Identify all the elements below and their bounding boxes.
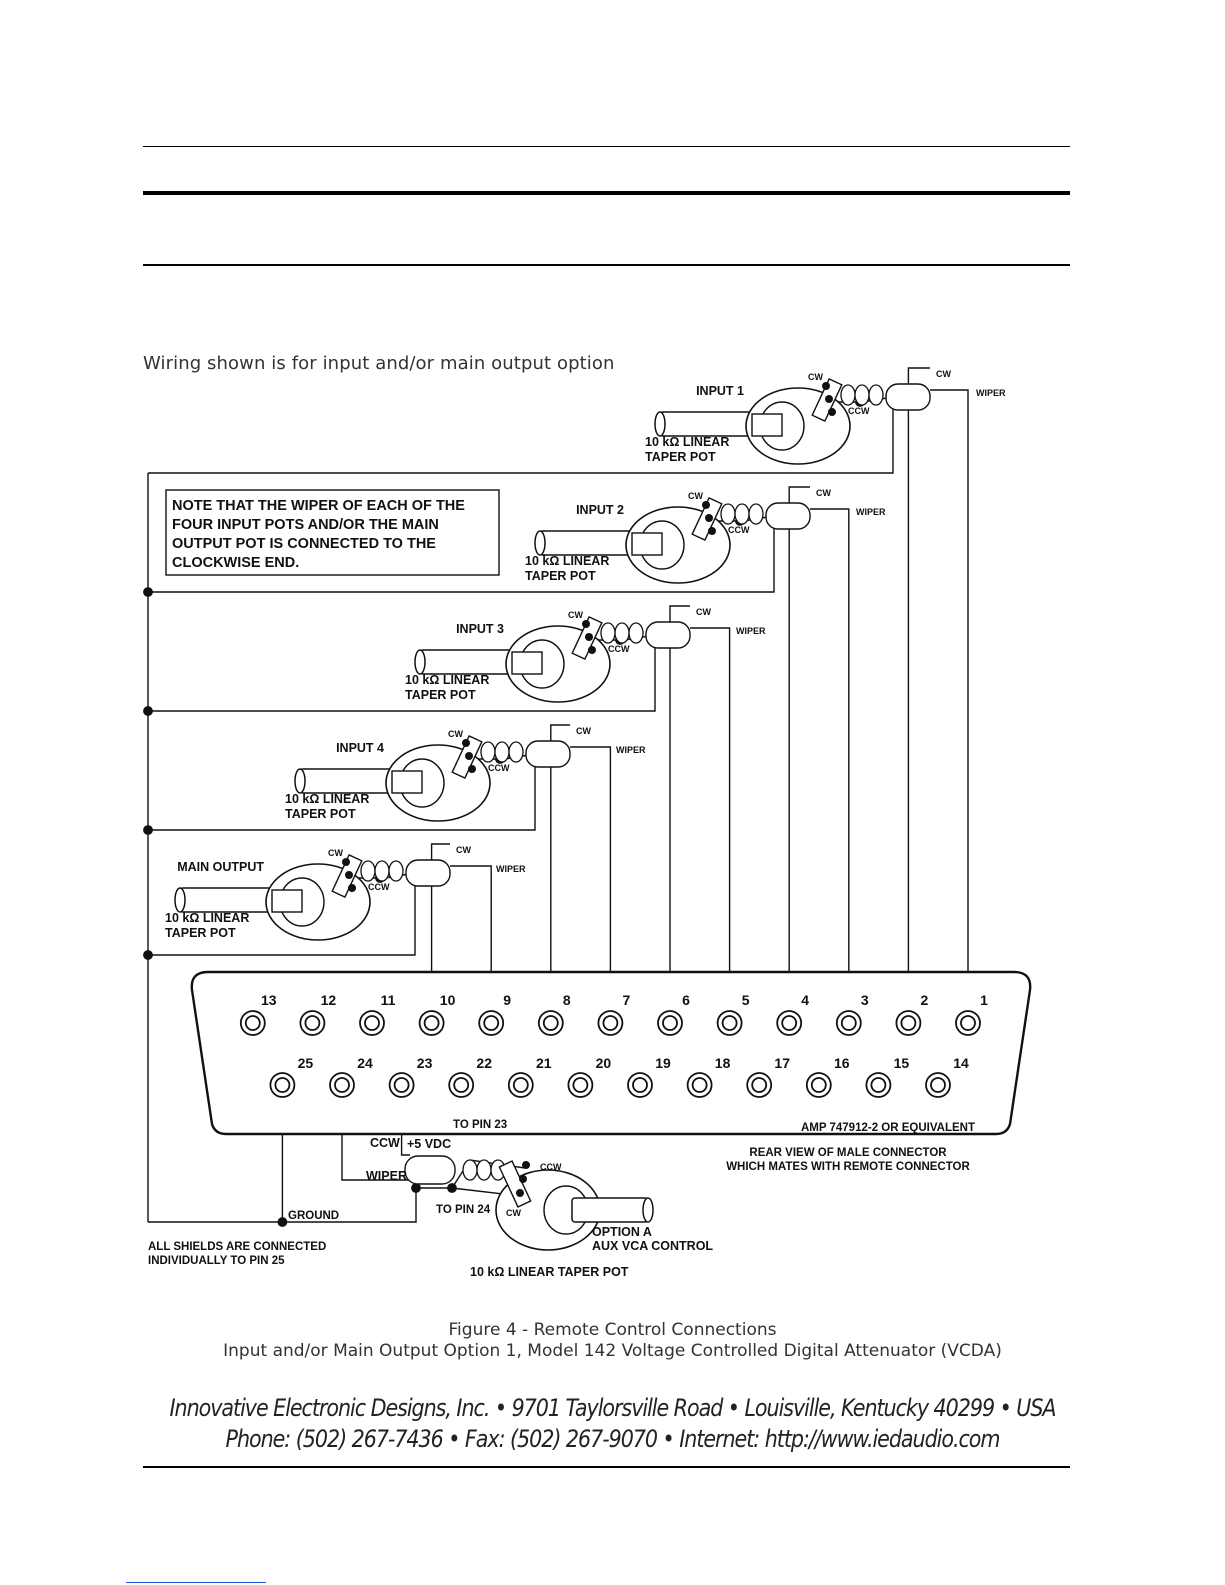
pin-label-14: 14 [953, 1055, 969, 1071]
cable-twist [735, 504, 749, 524]
pot-rating: 10 kΩ LINEAR [285, 792, 370, 806]
pin-19-inner [633, 1078, 647, 1092]
pot-shaft-end [655, 412, 665, 436]
pot-rating: 10 kΩ LINEAR [525, 554, 610, 568]
pin-10-inner [425, 1016, 439, 1030]
pot-terminal [462, 739, 470, 747]
pin-22-inner [454, 1078, 468, 1092]
pot-terminal [348, 884, 356, 892]
pin-13-inner [246, 1016, 260, 1030]
cable-twist [855, 385, 869, 405]
aux-to-pin-23: TO PIN 23 [453, 1119, 508, 1131]
wire-wiper-3 [690, 628, 730, 1023]
pin-label-12: 12 [320, 992, 337, 1008]
pot-terminal [708, 527, 716, 535]
pot-taper: TAPER POT [645, 450, 716, 464]
pot-terminal [342, 858, 350, 866]
pot-terminal [468, 765, 476, 773]
wire-cw-2 [789, 487, 810, 1023]
cable-cw: CW [456, 845, 471, 855]
pin-label-16: 16 [834, 1055, 850, 1071]
pot-taper: TAPER POT [165, 926, 236, 940]
dsub-connector [192, 972, 1030, 1134]
pot-terminal [822, 382, 830, 390]
aux-vdc-label: +5 VDC [407, 1137, 452, 1151]
pot-taper: TAPER POT [525, 569, 596, 583]
aux-to-pin-24: TO PIN 24 [436, 1204, 491, 1216]
terminal-cw: CW [688, 491, 703, 501]
pin-label-5: 5 [741, 992, 750, 1008]
pot-name: INPUT 3 [456, 622, 504, 636]
pin-16-inner [812, 1078, 826, 1092]
pin-14-inner [931, 1078, 945, 1092]
pot-shaft-end [295, 769, 305, 793]
pin-18-inner [693, 1078, 707, 1092]
aux-terminal [516, 1189, 524, 1197]
aux-pot-shaft [572, 1198, 648, 1222]
pot-taper: TAPER POT [405, 688, 476, 702]
footer-rule [143, 1466, 1070, 1468]
cable-wiper: WIPER [976, 388, 1006, 398]
pin-label-18: 18 [714, 1055, 731, 1071]
terminal-ccw: CCW [728, 525, 750, 535]
pot-terminal [582, 620, 590, 628]
pot-terminal [465, 752, 473, 760]
aux-terminal [519, 1175, 527, 1183]
pin-25-inner [275, 1078, 289, 1092]
aux-wiper-label: WIPER [366, 1169, 407, 1183]
ground-dot [278, 1218, 286, 1226]
wire-cw-3 [670, 606, 690, 1023]
aux-option-desc: AUX VCA CONTROL [592, 1239, 714, 1253]
junction-dot [448, 1184, 456, 1192]
pot-terminal [585, 633, 593, 641]
connector-view-2: WHICH MATES WITH REMOTE CONNECTOR [726, 1161, 970, 1173]
cable-twist [869, 385, 883, 405]
aux-option: OPTION A [592, 1225, 652, 1239]
pin-15-inner [871, 1078, 885, 1092]
pin-6-inner [663, 1016, 677, 1030]
pin-label-8: 8 [562, 992, 571, 1008]
note-line: OUTPUT POT IS CONNECTED TO THE [172, 536, 436, 552]
cable-twist [629, 623, 643, 643]
cable-shield [406, 860, 450, 886]
terminal-cw: CW [808, 372, 823, 382]
pot-terminal [705, 514, 713, 522]
pot-terminal [588, 646, 596, 654]
pin-12-inner [305, 1016, 319, 1030]
cable-shield [646, 622, 690, 648]
pin-4-inner [782, 1016, 796, 1030]
cable-cw: CW [816, 488, 831, 498]
pin-3-inner [842, 1016, 856, 1030]
terminal-ccw: CCW [848, 406, 870, 416]
note-line: NOTE THAT THE WIPER OF EACH OF THE [172, 498, 465, 514]
cable-twist [375, 861, 389, 881]
cable-shield [766, 503, 810, 529]
pin-21-inner [514, 1078, 528, 1092]
shields-note-1: ALL SHIELDS ARE CONNECTED [148, 1241, 327, 1253]
cable-wiper: WIPER [616, 745, 646, 755]
figure-caption-subtitle: Input and/or Main Output Option 1, Model 142 Voltage Controlled Digital Attenuator (VCDA) [223, 1341, 1002, 1361]
pin-11-inner [365, 1016, 379, 1030]
cable-shield [526, 741, 570, 767]
pot-nut [392, 771, 422, 793]
pot-nut [272, 890, 302, 912]
figure-caption-title: Figure 4 - Remote Control Connections [448, 1320, 777, 1340]
cable-twist [721, 504, 735, 524]
pin-5-inner [723, 1016, 737, 1030]
aux-terminal-ccw: CCW [540, 1162, 562, 1172]
terminal-cw: CW [328, 848, 343, 858]
pot-terminal [828, 408, 836, 416]
pin-7-inner [603, 1016, 617, 1030]
bottom-link-underline [126, 1582, 266, 1583]
cable-wiper: WIPER [856, 507, 886, 517]
pin-label-1: 1 [980, 992, 988, 1008]
terminal-ccw: CCW [488, 763, 510, 773]
cable-shield [886, 384, 930, 410]
pin-label-15: 15 [893, 1055, 910, 1071]
pin-23-inner [395, 1078, 409, 1092]
cable-cw: CW [576, 726, 591, 736]
aux-terminal [522, 1161, 530, 1169]
cable-wiper: WIPER [736, 626, 766, 636]
junction-dot [412, 1184, 420, 1192]
aux-cable-shield [405, 1156, 455, 1184]
pin-20-inner [573, 1078, 587, 1092]
cable-twist [495, 742, 509, 762]
cable-twist [509, 742, 523, 762]
terminal-ccw: CCW [608, 644, 630, 654]
pot-nut [632, 533, 662, 555]
note-line: FOUR INPUT POTS AND/OR THE MAIN [172, 517, 439, 533]
pin-2-inner [901, 1016, 915, 1030]
cable-twist [481, 742, 495, 762]
pin-label-22: 22 [476, 1055, 492, 1071]
pot-taper: TAPER POT [285, 807, 356, 821]
pot-nut [512, 652, 542, 674]
pot-nut [752, 414, 782, 436]
connector-part: AMP 747912-2 OR EQUIVALENT [800, 1122, 975, 1134]
pin-label-13: 13 [261, 992, 277, 1008]
cable-wiper: WIPER [496, 864, 526, 874]
cable-twist [361, 861, 375, 881]
pin-label-4: 4 [801, 992, 810, 1008]
pin-label-21: 21 [536, 1055, 552, 1071]
pot-name: INPUT 1 [696, 384, 744, 398]
pin-9-inner [484, 1016, 498, 1030]
pot-rating: 10 kΩ LINEAR [645, 435, 730, 449]
pin-label-9: 9 [503, 992, 512, 1008]
pot-name: INPUT 4 [336, 741, 384, 755]
cable-twist [615, 623, 629, 643]
pin-label-6: 6 [682, 992, 690, 1008]
pin-8-inner [544, 1016, 558, 1030]
cable-cw: CW [696, 607, 711, 617]
pin-1-inner [961, 1016, 975, 1030]
shields-note-2: INDIVIDUALLY TO PIN 25 [148, 1255, 285, 1267]
aux-cable-twist [463, 1160, 477, 1180]
pin-24-inner [335, 1078, 349, 1092]
pin-label-19: 19 [655, 1055, 671, 1071]
wire-wiper-2 [810, 509, 849, 1023]
pot-rating: 10 kΩ LINEAR [405, 673, 490, 687]
wire-wiper-1 [930, 390, 968, 1023]
wire-cw-1 [908, 368, 930, 1023]
pot-shaft-end [175, 888, 185, 912]
cable-cw: CW [936, 369, 951, 379]
connector-view-1: REAR VIEW OF MALE CONNECTOR [749, 1147, 947, 1159]
pot-shaft [300, 769, 392, 793]
pot-terminal [345, 871, 353, 879]
aux-cable-twist [477, 1160, 491, 1180]
pin-label-24: 24 [357, 1055, 373, 1071]
cable-twist [389, 861, 403, 881]
pin-label-7: 7 [622, 992, 631, 1008]
pot-name: MAIN OUTPUT [177, 860, 264, 874]
terminal-ccw: CCW [368, 882, 390, 892]
pin-label-3: 3 [860, 992, 869, 1008]
cable-twist [749, 504, 763, 524]
aux-pot-rating: 10 kΩ LINEAR TAPER POT [470, 1265, 629, 1279]
footer-contact: Phone: (502) 267-7436 • Fax: (502) 267-9070 • Internet: http://www.iedaudio.com [225, 1425, 1000, 1453]
pin-label-2: 2 [920, 992, 929, 1008]
terminal-cw: CW [568, 610, 583, 620]
cable-twist [601, 623, 615, 643]
pin-label-25: 25 [297, 1055, 314, 1071]
pin-label-23: 23 [416, 1055, 433, 1071]
intro-text: Wiring shown is for input and/or main output option [143, 353, 615, 374]
pot-shaft [420, 650, 512, 674]
pot-shaft [540, 531, 632, 555]
pin-label-10: 10 [439, 992, 456, 1008]
note-line: CLOCKWISE END. [172, 555, 300, 571]
aux-pot-shaft-end [643, 1198, 653, 1222]
aux-ccw-label: CCW [370, 1136, 400, 1150]
aux-ground-label: GROUND [288, 1210, 340, 1222]
pin-label-17: 17 [774, 1055, 790, 1071]
pin-label-11: 11 [380, 992, 396, 1008]
aux-terminal-cw: CW [506, 1208, 521, 1218]
pot-shaft [660, 412, 752, 436]
pot-rating: 10 kΩ LINEAR [165, 911, 250, 925]
pin-label-20: 20 [595, 1055, 612, 1071]
terminal-cw: CW [448, 729, 463, 739]
pot-terminal [825, 395, 833, 403]
pin-17-inner [752, 1078, 766, 1092]
pot-shaft-end [535, 531, 545, 555]
footer-address: Innovative Electronic Designs, Inc. • 9701 Taylorsville Road • Louisville, Kentucky 40299 • USA [169, 1394, 1056, 1422]
pot-name: INPUT 2 [576, 503, 624, 517]
pot-shaft-end [415, 650, 425, 674]
cable-twist [841, 385, 855, 405]
pot-terminal [702, 501, 710, 509]
pot-shaft [180, 888, 272, 912]
